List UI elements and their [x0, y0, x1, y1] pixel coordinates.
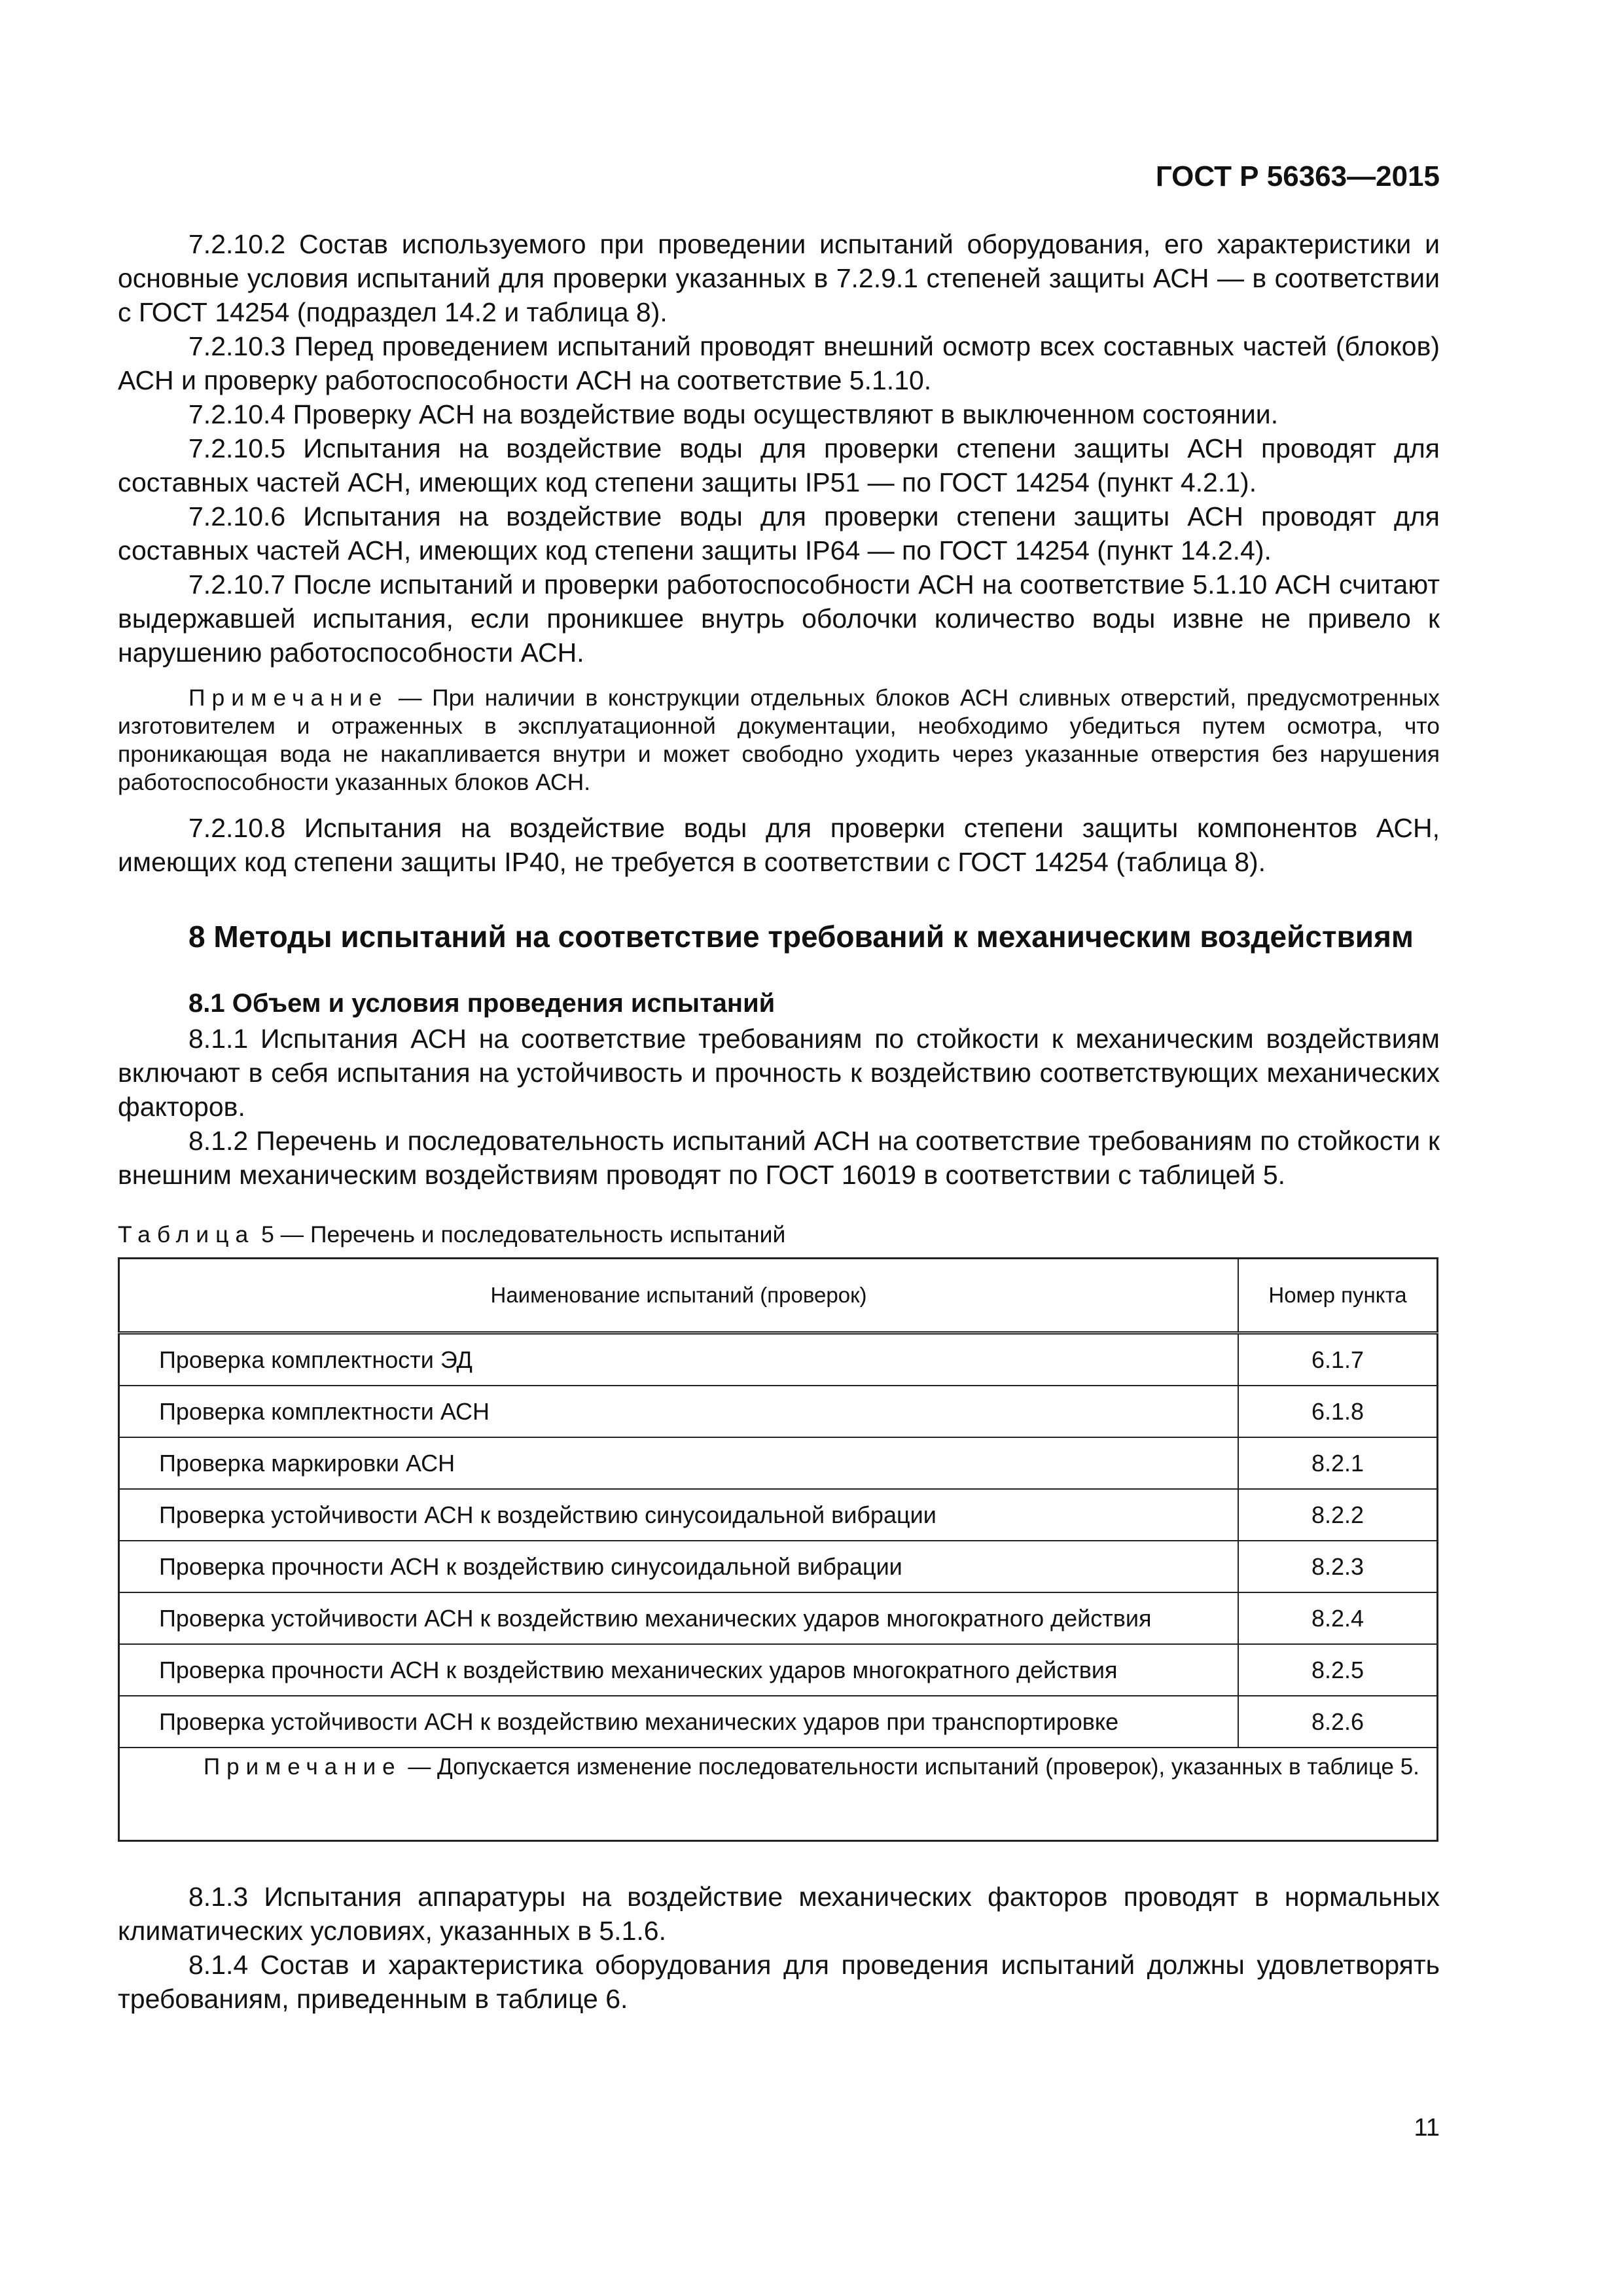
paragraph-7-2-10-4: 7.2.10.4 Проверку АСН на воздействие воды осуществляют в выключенном состоянии. [188, 399, 1279, 429]
test-name-cell: Проверка комплектности АСН [119, 1386, 1239, 1437]
paragraph-7-2-10-8: 7.2.10.8 Испытания на воздействие воды для проверки степени защиты компонентов АСН, имеющих код степени защиты IP40, не требуется в соответствии с ГОСТ 14254 (таблица 8). [118, 813, 1440, 877]
test-name-cell: Проверка маркировки АСН [119, 1437, 1239, 1489]
paragraph-7-2-10-2: 7.2.10.2 Состав используемого при проведении испытаний оборудования, его характеристики и основные условия испытаний для проверки указанных в 7.2.9.1 степеней защиты АСН — в соответствии с ГОСТ 14254 (подраздел 14.2 и таблица 8). [118, 229, 1440, 327]
test-name-cell: Проверка устойчивости АСН к воздействию механических ударов многократного действия [119, 1592, 1239, 1644]
clause-number-cell: 8.2.3 [1238, 1541, 1438, 1592]
clause-number-cell: 8.2.5 [1238, 1644, 1438, 1696]
test-name-cell: Проверка устойчивости АСН к воздействию механических ударов при транспортировке [119, 1696, 1239, 1748]
page-number: 11 [1414, 2114, 1440, 2142]
table-row [119, 1333, 1438, 1386]
table-note-label: Примечание [204, 1754, 402, 1780]
after-table-block [118, 1880, 1440, 2016]
table-caption-label: Таблица [118, 1221, 255, 1247]
table-row [119, 1489, 1438, 1541]
table-header-row [119, 1259, 1438, 1333]
paragraph-7-2-10-5: 7.2.10.5 Испытания на воздействие воды для проверки степени защиты АСН проводят для составных частей АСН, имеющих код степени защиты IP51 — по ГОСТ 14254 (пункт 4.2.1). [118, 433, 1440, 497]
table-note [119, 1748, 1438, 1841]
table-row [119, 1541, 1438, 1592]
paragraph-7-2-10-3: 7.2.10.3 Перед проведением испытаний проводят внешний осмотр всех составных частей (блоков) АСН и проверку работоспособности АСН на соответствие 5.1.10. [118, 331, 1440, 395]
header-test-name: Наименование испытаний (проверок) [119, 1259, 1239, 1333]
table-note-row [119, 1748, 1438, 1841]
table-row [119, 1386, 1438, 1437]
body-text [118, 227, 1440, 2016]
paragraph-8-1-3: 8.1.3 Испытания аппаратуры на воздействие механических факторов проводят в нормальных климатических условиях, указанных в 5.1.6. [118, 1882, 1440, 1946]
clause-number-cell: 8.2.6 [1238, 1696, 1438, 1748]
table-5 [118, 1257, 1438, 1842]
test-name-cell: Проверка прочности АСН к воздействию синусоидальной вибрации [119, 1541, 1239, 1592]
table-row [119, 1696, 1438, 1748]
paragraph-8-1-1: 8.1.1 Испытания АСН на соответствие требованиям по стойкости к механическим воздействиям включают в себя испытания на устойчивость и прочность к воздействию соответствующих механических факторов. [118, 1024, 1440, 1122]
paragraph-7-2-10-6: 7.2.10.6 Испытания на воздействие воды для проверки степени защиты АСН проводят для составных частей АСН, имеющих код степени защиты IP64 — по ГОСТ 14254 (пункт 14.2.4). [118, 501, 1440, 565]
note-text: — При наличии в конструкции отдельных блоков АСН сливных отверстий, предусмотренных изготовителем и отраженных в эксплуатационной документации, необходимо убедиться путем осмотра, что проникающая вода не накапливается внутри и может свободно уходить через указанные отверстия без нарушения работоспособности указанных блоков АСН. [118, 685, 1440, 795]
header-clause-number: Номер пункта [1238, 1259, 1438, 1333]
test-name-cell: Проверка прочности АСН к воздействию механических ударов многократного действия [119, 1644, 1239, 1696]
test-name-cell: Проверка устойчивости АСН к воздействию синусоидальной вибрации [119, 1489, 1239, 1541]
clause-number-cell: 8.2.4 [1238, 1592, 1438, 1644]
standard-id: ГОСТ Р 56363—2015 [1155, 160, 1440, 192]
table-row [119, 1592, 1438, 1644]
note-label: Примечание [188, 685, 389, 711]
table-note-text: — Допускается изменение последовательности испытаний (проверок), указанных в таблице 5. [401, 1754, 1419, 1780]
paragraph-7-2-10-7: 7.2.10.7 После испытаний и проверки работоспособности АСН на соответствие 5.1.10 АСН считают выдержавшей испытания, если проникшее внутрь оболочки количество воды извне не привело к нарушению работоспособности АСН. [118, 569, 1440, 668]
table-5-caption [118, 1219, 1440, 1249]
clause-number-cell: 8.2.2 [1238, 1489, 1438, 1541]
test-name-cell: Проверка комплектности ЭД [119, 1333, 1239, 1386]
table-caption-text: 5 — Перечень и последовательность испытаний [255, 1221, 786, 1247]
table-row [119, 1437, 1438, 1489]
clause-number-cell: 8.2.1 [1238, 1437, 1438, 1489]
section-8-heading: 8 Методы испытаний на соответствие требований к механическим воздействиям [188, 920, 1414, 954]
clause-number-cell: 6.1.8 [1238, 1386, 1438, 1437]
clause-number-cell: 6.1.7 [1238, 1333, 1438, 1386]
table-row [119, 1644, 1438, 1696]
paragraph-8-1-2: 8.1.2 Перечень и последовательность испытаний АСН на соответствие требованиям по стойкости к внешним механическим воздействиям проводят по ГОСТ 16019 в соответствии с таблицей 5. [118, 1126, 1440, 1190]
note-drain-holes [118, 684, 1440, 797]
subsection-8-1-heading: 8.1 Объем и условия проведения испытаний [188, 989, 776, 1018]
paragraph-8-1-4: 8.1.4 Состав и характеристика оборудования для проведения испытаний должны удовлетворять требованиям, приведенным в таблице 6. [118, 1950, 1440, 2014]
